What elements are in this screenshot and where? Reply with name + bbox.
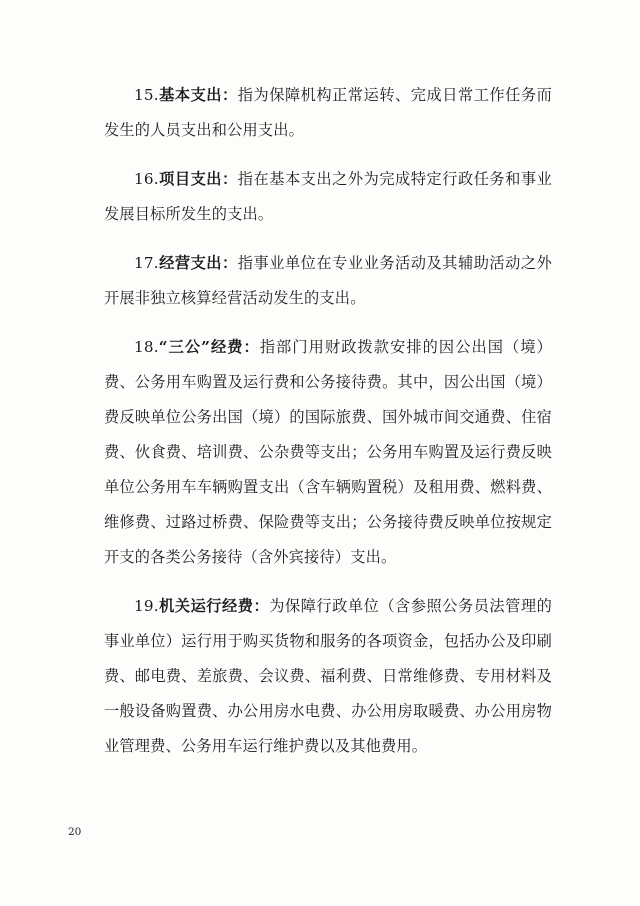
page-number: 20 <box>68 826 82 838</box>
item-number: 16. <box>134 170 159 188</box>
item-number: 17. <box>134 254 159 272</box>
item-term: 经营支出： <box>158 254 238 272</box>
item-text: 指事业单位在专业业务活动及其辅助活动之外开展非独立核算经营活动发生的支出。 <box>104 254 553 307</box>
item-text: 为保障行政单位（含参照公务员法管理的事业单位）运行用于购买货物和服务的各项资金，包括办公及印刷费、邮电费、差旅费、会议费、福利费、日常维修费、专用材料及一般设备购置费、办公用房水电费、办公用房取暖费、办公用房物业管理费、公务用车运行维护费以及其他费用。 <box>104 597 552 755</box>
item-text: 指在基本支出之外为完成特定行政任务和事业发展目标所发生的支出。 <box>104 170 553 223</box>
paragraph-item-17 <box>104 246 552 316</box>
item-term: “三公”经费： <box>158 338 260 356</box>
item-term: 项目支出： <box>158 170 238 188</box>
item-term: 机关运行经费： <box>158 597 270 615</box>
paragraph-item-16 <box>104 162 552 232</box>
item-term: 基本支出： <box>158 86 238 104</box>
item-text: 指部门用财政拨款安排的因公出国（境）费、公务用车购置及运行费和公务接待费。其中，因公出国（境）费反映单位公务出国（境）的国际旅费、国外城市间交通费、住宿费、伙食费、培训费、公杂费等支出；公务用车购置及运行费反映单位公务用车车辆购置支出（含车辆购置税）及租用费、燃料费、维修费、过路过桥费、保险费等支出；公务接待费反映单位按规定开支的各类公务接待（含外宾接待）支出。 <box>104 338 552 566</box>
item-number: 18. <box>134 338 159 356</box>
item-text: 指为保障机构正常运转、完成日常工作任务而发生的人员支出和公用支出。 <box>104 86 553 139</box>
paragraph-item-18 <box>104 330 552 575</box>
paragraph-item-15 <box>104 78 552 148</box>
paragraph-item-19 <box>104 589 552 764</box>
item-number: 19. <box>134 597 159 615</box>
item-number: 15. <box>134 86 159 104</box>
document-body <box>104 78 552 778</box>
